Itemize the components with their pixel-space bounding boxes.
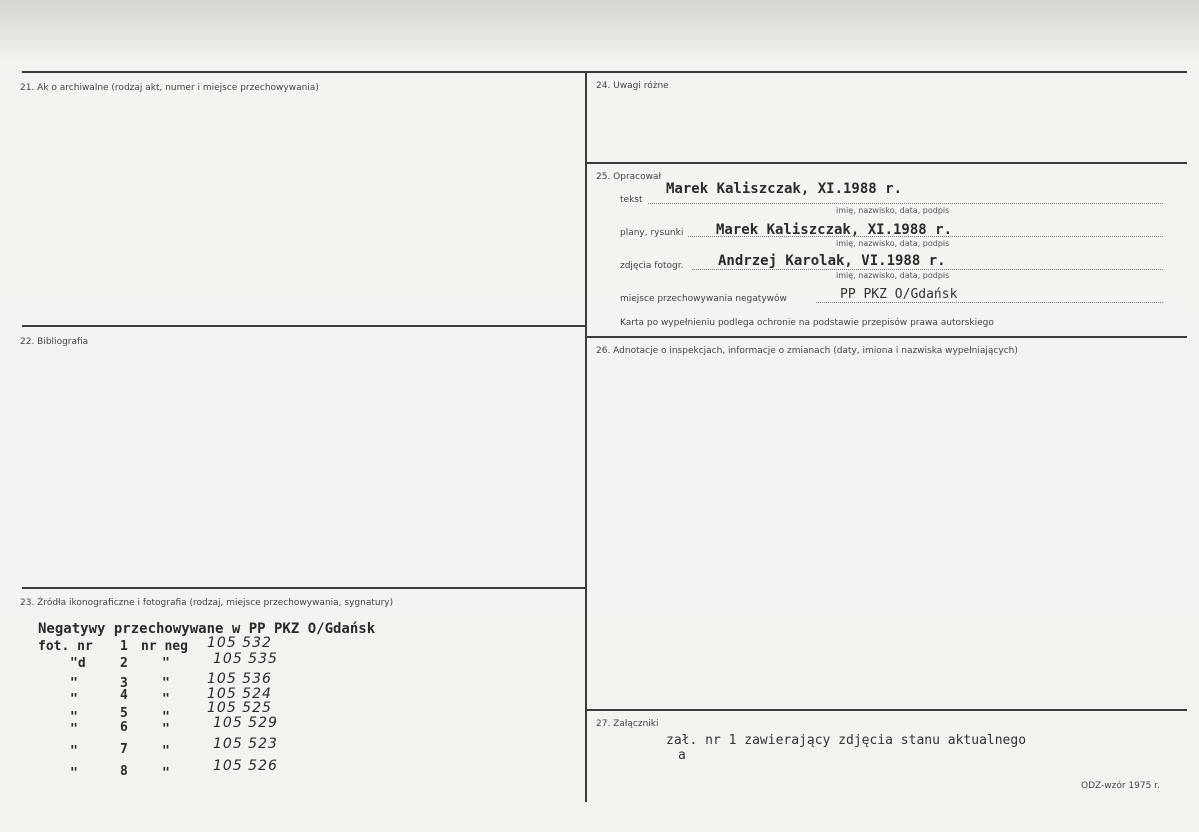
top-rule xyxy=(22,71,1187,73)
zdjecia-hint: imię, nazwisko, data, podpis xyxy=(836,271,950,280)
rule-24-25 xyxy=(587,162,1187,164)
plany-value: Marek Kaliszczak, XI.1988 r. xyxy=(716,222,953,238)
tekst-hint: imię, nazwisko, data, podpis xyxy=(836,206,950,215)
section-26-label: 26. Adnotacje o inspekcjach, informacje o zmianach (daty, imiona i nazwiska wypełniających) xyxy=(596,346,1018,356)
row-negative-number: 105 529 xyxy=(213,715,278,731)
copyright-note: Karta po wypełnieniu podlega ochronie na podstawie przepisów prawa autorskiego xyxy=(620,318,994,328)
top-bleed-through xyxy=(0,0,1199,60)
section-27-label: 27. Załączniki xyxy=(596,719,659,729)
plany-label: plany, rysunki xyxy=(620,228,684,238)
row-negative-number: 105 535 xyxy=(213,651,278,667)
row-negative-number: 105 524 xyxy=(207,686,272,702)
row-prefix: "d xyxy=(70,656,86,671)
form-version: ODZ-wzór 1975 r. xyxy=(1081,781,1160,791)
miejsce-line xyxy=(816,302,1163,303)
section-22-label: 22. Bibliografia xyxy=(20,337,89,347)
zdjecia-value: Andrzej Karolak, VI.1988 r. xyxy=(718,253,946,269)
section-23-label: 23. Źródła ikonograficzne i fotografia (rodzaj, miejsce przechowywania, sygnatury) xyxy=(20,598,394,608)
row-number: 2 xyxy=(120,656,128,671)
row-nr: " xyxy=(162,722,170,737)
row-prefix: " xyxy=(70,676,78,691)
row-number: 5 xyxy=(120,706,128,721)
row-prefix: " xyxy=(70,710,78,725)
row-prefix: " xyxy=(70,722,78,737)
row-number: 3 xyxy=(120,676,128,691)
rule-26-27 xyxy=(587,709,1187,711)
row-prefix: " xyxy=(70,744,78,759)
row-prefix: " xyxy=(70,766,78,781)
plany-hint: imię, nazwisko, data, podpis xyxy=(836,239,950,248)
rule-22-23 xyxy=(22,587,585,589)
row-number: 8 xyxy=(120,764,128,779)
row-nr: " xyxy=(162,692,170,707)
row-nr: " xyxy=(162,676,170,691)
row-nr: " xyxy=(162,710,170,725)
tekst-value: Marek Kaliszczak, XI.1988 r. xyxy=(666,181,903,197)
tekst-line xyxy=(648,203,1163,204)
row-negative-number: 105 532 xyxy=(207,635,272,651)
attachment-line-2: a xyxy=(678,748,686,763)
row-prefix: " xyxy=(70,692,78,707)
row-number: 1 xyxy=(120,639,128,654)
row-nr: nr neg xyxy=(141,639,188,654)
row-negative-number: 105 523 xyxy=(213,736,278,752)
row-negative-number: 105 536 xyxy=(207,671,272,687)
section-25-label: 25. Opracował xyxy=(596,172,662,182)
row-nr: " xyxy=(162,744,170,759)
rule-25-26 xyxy=(587,336,1187,338)
row-number: 6 xyxy=(120,720,128,735)
row-number: 4 xyxy=(120,688,128,703)
row-prefix: fot. nr xyxy=(38,639,93,654)
row-negative-number: 105 526 xyxy=(213,758,278,774)
zdjecia-label: zdjęcia fotogr. xyxy=(620,261,684,271)
row-number: 7 xyxy=(120,742,128,757)
row-nr: " xyxy=(162,766,170,781)
miejsce-label: miejsce przechowywania negatywów xyxy=(620,294,787,304)
attachment-line-1: zał. nr 1 zawierający zdjęcia stanu aktualnego xyxy=(666,733,1027,748)
negatives-heading: Negatywy przechowywane w PP PKZ O/Gdańsk xyxy=(38,621,376,637)
section-21-label: 21. Ak o archiwalne (rodzaj akt, numer i miejsce przechowywania) xyxy=(20,83,319,93)
miejsce-value: PP PKZ O/Gdańsk xyxy=(840,287,958,302)
rule-21-22 xyxy=(22,325,585,327)
tekst-label: tekst xyxy=(620,195,643,205)
row-negative-number: 105 525 xyxy=(207,700,272,716)
center-divider xyxy=(585,72,587,802)
row-nr: " xyxy=(162,656,170,671)
section-24-label: 24. Uwagi różne xyxy=(596,81,669,91)
zdjecia-line xyxy=(692,269,1163,270)
